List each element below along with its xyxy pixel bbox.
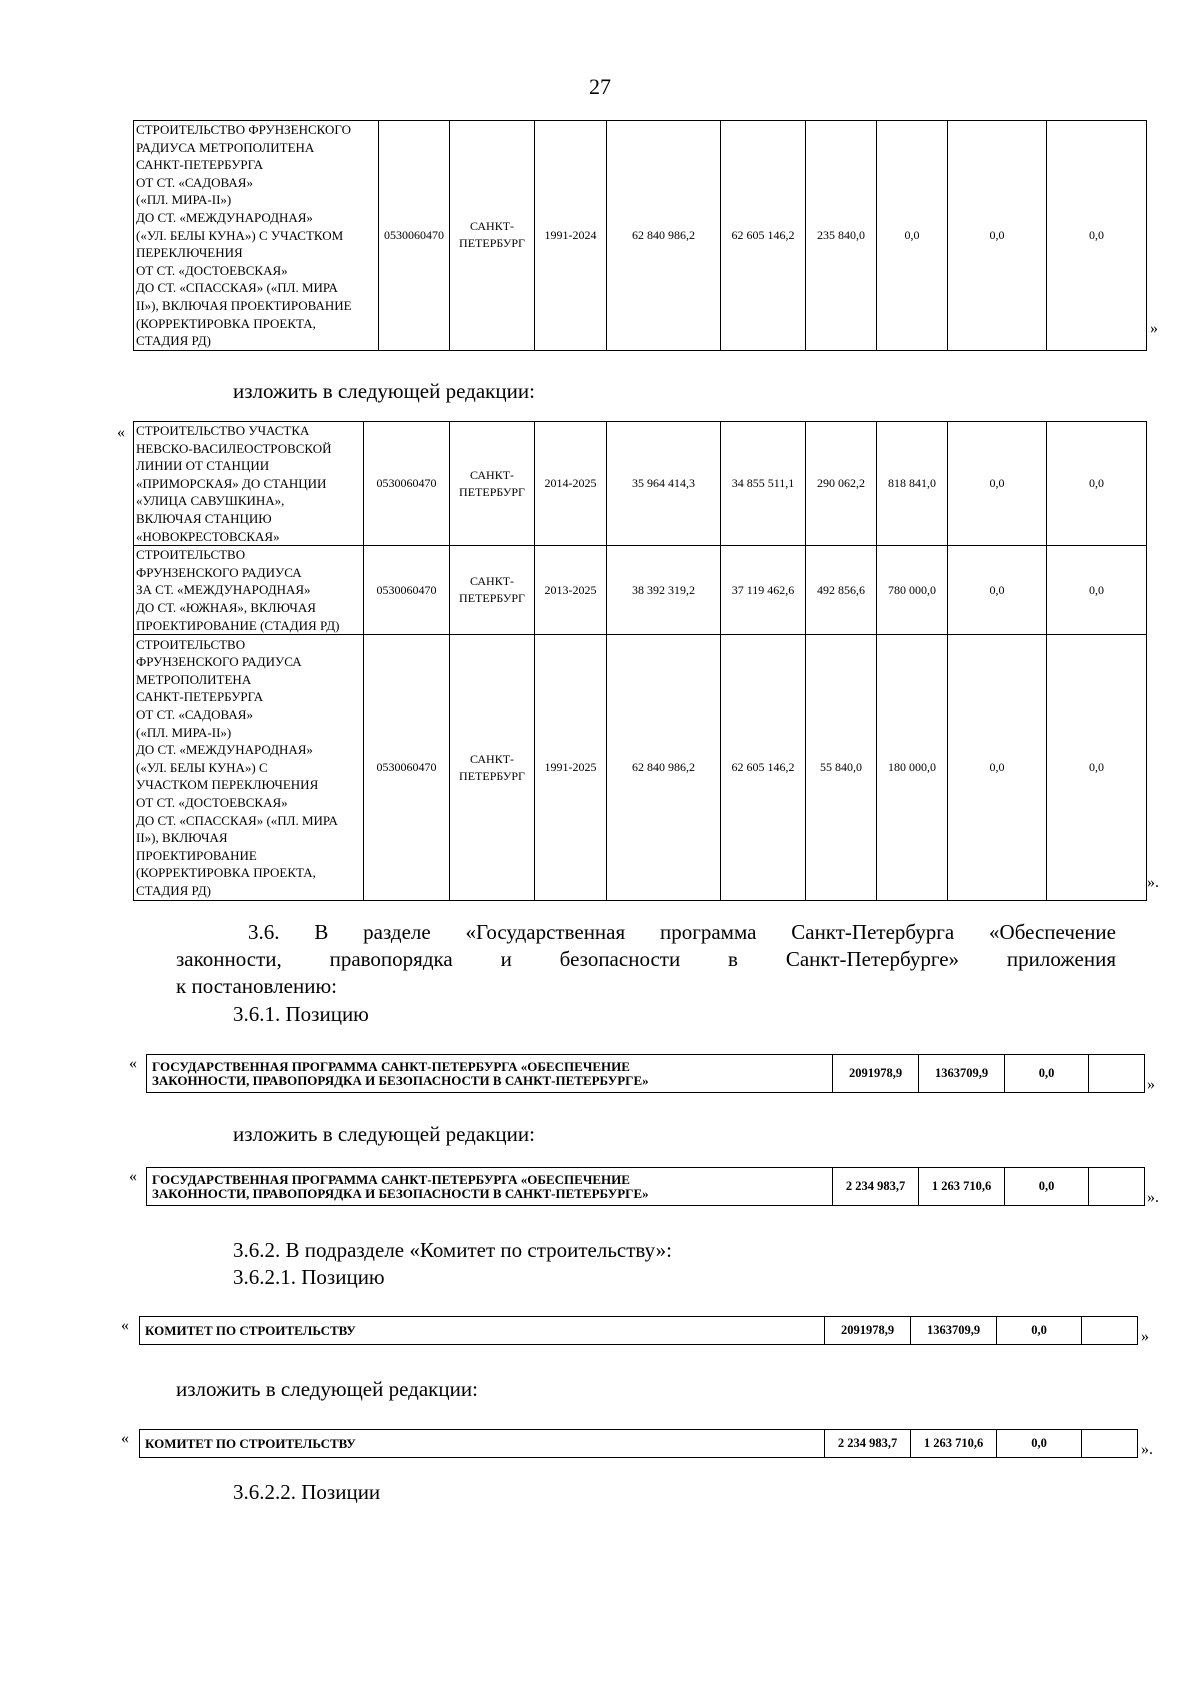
name-line: МЕТРОПОЛИТЕНА: [136, 671, 252, 687]
close-quote: »: [1147, 1076, 1155, 1093]
name-line: ДО СТ. «СПАССКАЯ» («ПЛ. МИРА: [136, 280, 338, 296]
new-edition-phrase: изложить в следующей редакции:: [233, 379, 535, 403]
table-old-frunzensky: [133, 120, 1147, 351]
period-cell: 1991-2024: [535, 121, 607, 351]
object-name-cell: [134, 121, 379, 351]
name-line: ФРУНЗЕНСКОГО РАДИУСА: [136, 564, 302, 580]
name-line: УЧАСТКОМ ПЕРЕКЛЮЧЕНИЯ: [136, 777, 319, 793]
total-cell: 35 964 414,3: [607, 422, 721, 546]
name-line: «УЛИЦА САВУШКИНА»,: [136, 493, 285, 509]
para-3-6-2-2: 3.6.2.2. Позиции: [233, 1480, 381, 1504]
name-line: ЗАКОННОСТИ, ПРАВОПОРЯДКА И БЕЗОПАСНОСТИ В САНКТ-ПЕТЕРБУРГЕ»: [152, 1072, 649, 1088]
para-3-6-2: 3.6.2. В подразделе «Комитет по строительству»:: [233, 1238, 672, 1262]
year4-cell: 0,0: [1047, 121, 1147, 351]
table-old-program: [146, 1054, 1145, 1093]
name-line: («ПЛ. МИРА-II»): [136, 724, 232, 740]
year4-cell: 0,0: [1047, 635, 1147, 901]
name-line: (КОРРЕКТИРОВКА ПРОЕКТА,: [136, 315, 316, 331]
period-cell: 1991-2025: [535, 635, 607, 901]
close-quote: »: [1150, 320, 1158, 337]
total-cell: 62 840 986,2: [607, 635, 721, 901]
city-line: САНКТ-: [469, 574, 515, 589]
value2-cell: 1363709,9: [919, 1055, 1005, 1093]
code-cell: 0530060470: [364, 422, 450, 546]
year3-cell: 0,0: [948, 546, 1047, 635]
code-cell: 0530060470: [364, 635, 450, 901]
name-line: СТРОИТЕЛЬСТВО УЧАСТКА: [136, 423, 310, 438]
table-old-committee: [139, 1316, 1138, 1345]
value1-cell: 2 234 983,7: [833, 1168, 919, 1206]
value2-cell: 1 263 710,6: [911, 1430, 997, 1458]
year2-cell: 180 000,0: [877, 635, 948, 901]
value3-cell: 0,0: [997, 1317, 1082, 1345]
name-line: ДО СТ. «ЮЖНАЯ», ВКЛЮЧАЯ: [136, 599, 316, 615]
year3-cell: 0,0: [948, 422, 1047, 546]
city-line: ПЕТЕРБУРГ: [459, 591, 525, 606]
period-cell: 2014-2025: [535, 422, 607, 546]
open-quote: «: [121, 1430, 129, 1447]
year1-cell: 55 840,0: [806, 635, 877, 901]
year2-cell: 780 000,0: [877, 546, 948, 635]
city-line: ПЕТЕРБУРГ: [459, 768, 525, 783]
table-row: [134, 546, 1147, 635]
value1-cell: 2 234 983,7: [825, 1430, 911, 1458]
name-line: САНКТ-ПЕТЕРБУРГА: [136, 157, 264, 173]
value4-cell: [1089, 1055, 1145, 1093]
name-line: ВКЛЮЧАЯ СТАНЦИЮ: [136, 510, 272, 526]
value3-cell: 0,0: [997, 1430, 1082, 1458]
value4-cell: [1082, 1430, 1138, 1458]
before-cell: 37 119 462,6: [721, 546, 806, 635]
name-line: ПРОЕКТИРОВАНИЕ (СТАДИЯ РД): [136, 617, 340, 633]
new-edition-phrase: изложить в следующей редакции:: [176, 1377, 478, 1401]
open-quote: «: [129, 1055, 137, 1072]
year2-cell: 818 841,0: [877, 422, 948, 546]
para-3-6-1: 3.6.1. Позицию: [233, 1002, 369, 1026]
table-new-metro: [133, 421, 1147, 901]
name-line: ГОСУДАРСТВЕННАЯ ПРОГРАММА САНКТ-ПЕТЕРБУРГА «ОБЕСПЕЧЕНИЕ: [152, 1058, 630, 1074]
object-name-cell: [134, 546, 364, 635]
name-line: ОТ СТ. «ДОСТОЕВСКАЯ»: [136, 262, 288, 278]
name-line: СТРОИТЕЛЬСТВО: [136, 547, 246, 563]
before-cell: 62 605 146,2: [721, 635, 806, 901]
name-line: ПРОЕКТИРОВАНИЕ: [136, 847, 257, 863]
value1-cell: 2091978,9: [833, 1055, 919, 1093]
name-line: САНКТ-ПЕТЕРБУРГА: [136, 689, 264, 705]
name-line: ДО СТ. «СПАССКАЯ» («ПЛ. МИРА: [136, 812, 338, 828]
name-line: СТАДИЯ РД): [136, 882, 211, 898]
name-line: («УЛ. БЕЛЫ КУНА») С: [136, 759, 268, 775]
para-3-6-2-1: 3.6.2.1. Позицию: [233, 1265, 385, 1289]
name-line: II»), ВКЛЮЧАЯ: [136, 830, 228, 846]
table-row: [140, 1317, 1138, 1345]
page-number: 27: [589, 74, 611, 99]
open-quote: «: [129, 1168, 137, 1185]
committee-name-cell: КОМИТЕТ ПО СТРОИТЕЛЬСТВУ: [140, 1317, 825, 1345]
name-line: СТРОИТЕЛЬСТВО: [136, 636, 246, 652]
year2-cell: 0,0: [877, 121, 948, 351]
name-line: («УЛ. БЕЛЫ КУНА») С УЧАСТКОМ: [136, 227, 344, 243]
close-quote: ».: [1141, 1441, 1153, 1458]
name-line: НЕВСКО-ВАСИЛЕОСТРОВСКОЙ: [136, 440, 332, 456]
value4-cell: [1089, 1168, 1145, 1206]
close-quote: ».: [1147, 874, 1159, 891]
city-line: САНКТ-: [469, 467, 515, 482]
total-cell: 62 840 986,2: [607, 121, 721, 351]
name-line: ДО СТ. «МЕЖДУНАРОДНАЯ»: [136, 209, 313, 225]
table-row: [134, 635, 1147, 901]
name-line: ДО СТ. «МЕЖДУНАРОДНАЯ»: [136, 742, 313, 758]
city-cell: [450, 546, 535, 635]
value4-cell: [1082, 1317, 1138, 1345]
year3-cell: 0,0: [948, 121, 1047, 351]
para-3-6-line3: к постановлению:: [176, 974, 337, 998]
year1-cell: 235 840,0: [806, 121, 877, 351]
value3-cell: 0,0: [1005, 1168, 1089, 1206]
value3-cell: 0,0: [1005, 1055, 1089, 1093]
program-name-cell: [147, 1168, 833, 1206]
program-name-cell: [147, 1055, 833, 1093]
object-name-cell: [134, 422, 364, 546]
value2-cell: 1363709,9: [911, 1317, 997, 1345]
code-cell: 0530060470: [364, 546, 450, 635]
total-cell: 38 392 319,2: [607, 546, 721, 635]
value2-cell: 1 263 710,6: [919, 1168, 1005, 1206]
table-row: [147, 1055, 1145, 1093]
open-quote: «: [117, 424, 125, 441]
table-row: [134, 121, 1147, 351]
city-line: САНКТ-: [469, 219, 515, 234]
city-line: ПЕТЕРБУРГ: [459, 236, 525, 251]
close-quote: ».: [1147, 1189, 1159, 1206]
year1-cell: 492 856,6: [806, 546, 877, 635]
table-new-program: [146, 1167, 1145, 1206]
city-cell: [450, 422, 535, 546]
city-cell: [450, 121, 535, 351]
name-line: («ПЛ. МИРА-II»): [136, 192, 232, 208]
value1-cell: 2091978,9: [825, 1317, 911, 1345]
city-line: ПЕТЕРБУРГ: [459, 484, 525, 499]
object-name-cell: [134, 635, 364, 901]
name-line: РАДИУСА МЕТРОПОЛИТЕНА: [136, 139, 315, 155]
name-line: ОТ СТ. «САДОВАЯ»: [136, 174, 253, 190]
year1-cell: 290 062,2: [806, 422, 877, 546]
city-cell: [450, 635, 535, 901]
name-line: СТРОИТЕЛЬСТВО ФРУНЗЕНСКОГО: [136, 122, 351, 137]
name-line: ЗА СТ. «МЕЖДУНАРОДНАЯ»: [136, 582, 311, 598]
city-line: САНКТ-: [469, 751, 515, 766]
before-cell: 62 605 146,2: [721, 121, 806, 351]
year3-cell: 0,0: [948, 635, 1047, 901]
name-line: ФРУНЗЕНСКОГО РАДИУСА: [136, 654, 302, 670]
code-cell: 0530060470: [379, 121, 450, 351]
name-line: (КОРРЕКТИРОВКА ПРОЕКТА,: [136, 865, 316, 881]
table-row: [140, 1430, 1138, 1458]
name-line: «ПРИМОРСКАЯ» ДО СТАНЦИИ: [136, 475, 327, 491]
table-row: [147, 1168, 1145, 1206]
name-line: ПЕРЕКЛЮЧЕНИЯ: [136, 245, 243, 261]
para-3-6-line2: законности, правопорядка и безопасности в Санкт-Петербурге» приложения: [176, 947, 1116, 971]
before-cell: 34 855 511,1: [721, 422, 806, 546]
new-edition-phrase: изложить в следующей редакции:: [233, 1122, 535, 1146]
table-row: [134, 422, 1147, 546]
name-line: СТАДИЯ РД): [136, 333, 211, 349]
name-line: ЗАКОННОСТИ, ПРАВОПОРЯДКА И БЕЗОПАСНОСТИ В САНКТ-ПЕТЕРБУРГЕ»: [152, 1185, 649, 1201]
name-line: «НОВОКРЕСТОВСКАЯ»: [136, 528, 280, 544]
table-new-committee: [139, 1429, 1138, 1458]
name-line: II»), ВКЛЮЧАЯ ПРОЕКТИРОВАНИЕ: [136, 297, 352, 313]
close-quote: »: [1141, 1328, 1149, 1345]
name-line: ЛИНИИ ОТ СТАНЦИИ: [136, 458, 270, 474]
name-line: ГОСУДАРСТВЕННАЯ ПРОГРАММА САНКТ-ПЕТЕРБУРГА «ОБЕСПЕЧЕНИЕ: [152, 1171, 630, 1187]
year4-cell: 0,0: [1047, 422, 1147, 546]
open-quote: «: [121, 1317, 129, 1334]
period-cell: 2013-2025: [535, 546, 607, 635]
committee-name-cell: КОМИТЕТ ПО СТРОИТЕЛЬСТВУ: [140, 1430, 825, 1458]
name-line: ОТ СТ. «САДОВАЯ»: [136, 707, 253, 723]
para-3-6-line1: 3.6. В разделе «Государственная программа Санкт-Петербурга «Обеспечение: [248, 920, 1116, 944]
name-line: ОТ СТ. «ДОСТОЕВСКАЯ»: [136, 795, 288, 811]
year4-cell: 0,0: [1047, 546, 1147, 635]
